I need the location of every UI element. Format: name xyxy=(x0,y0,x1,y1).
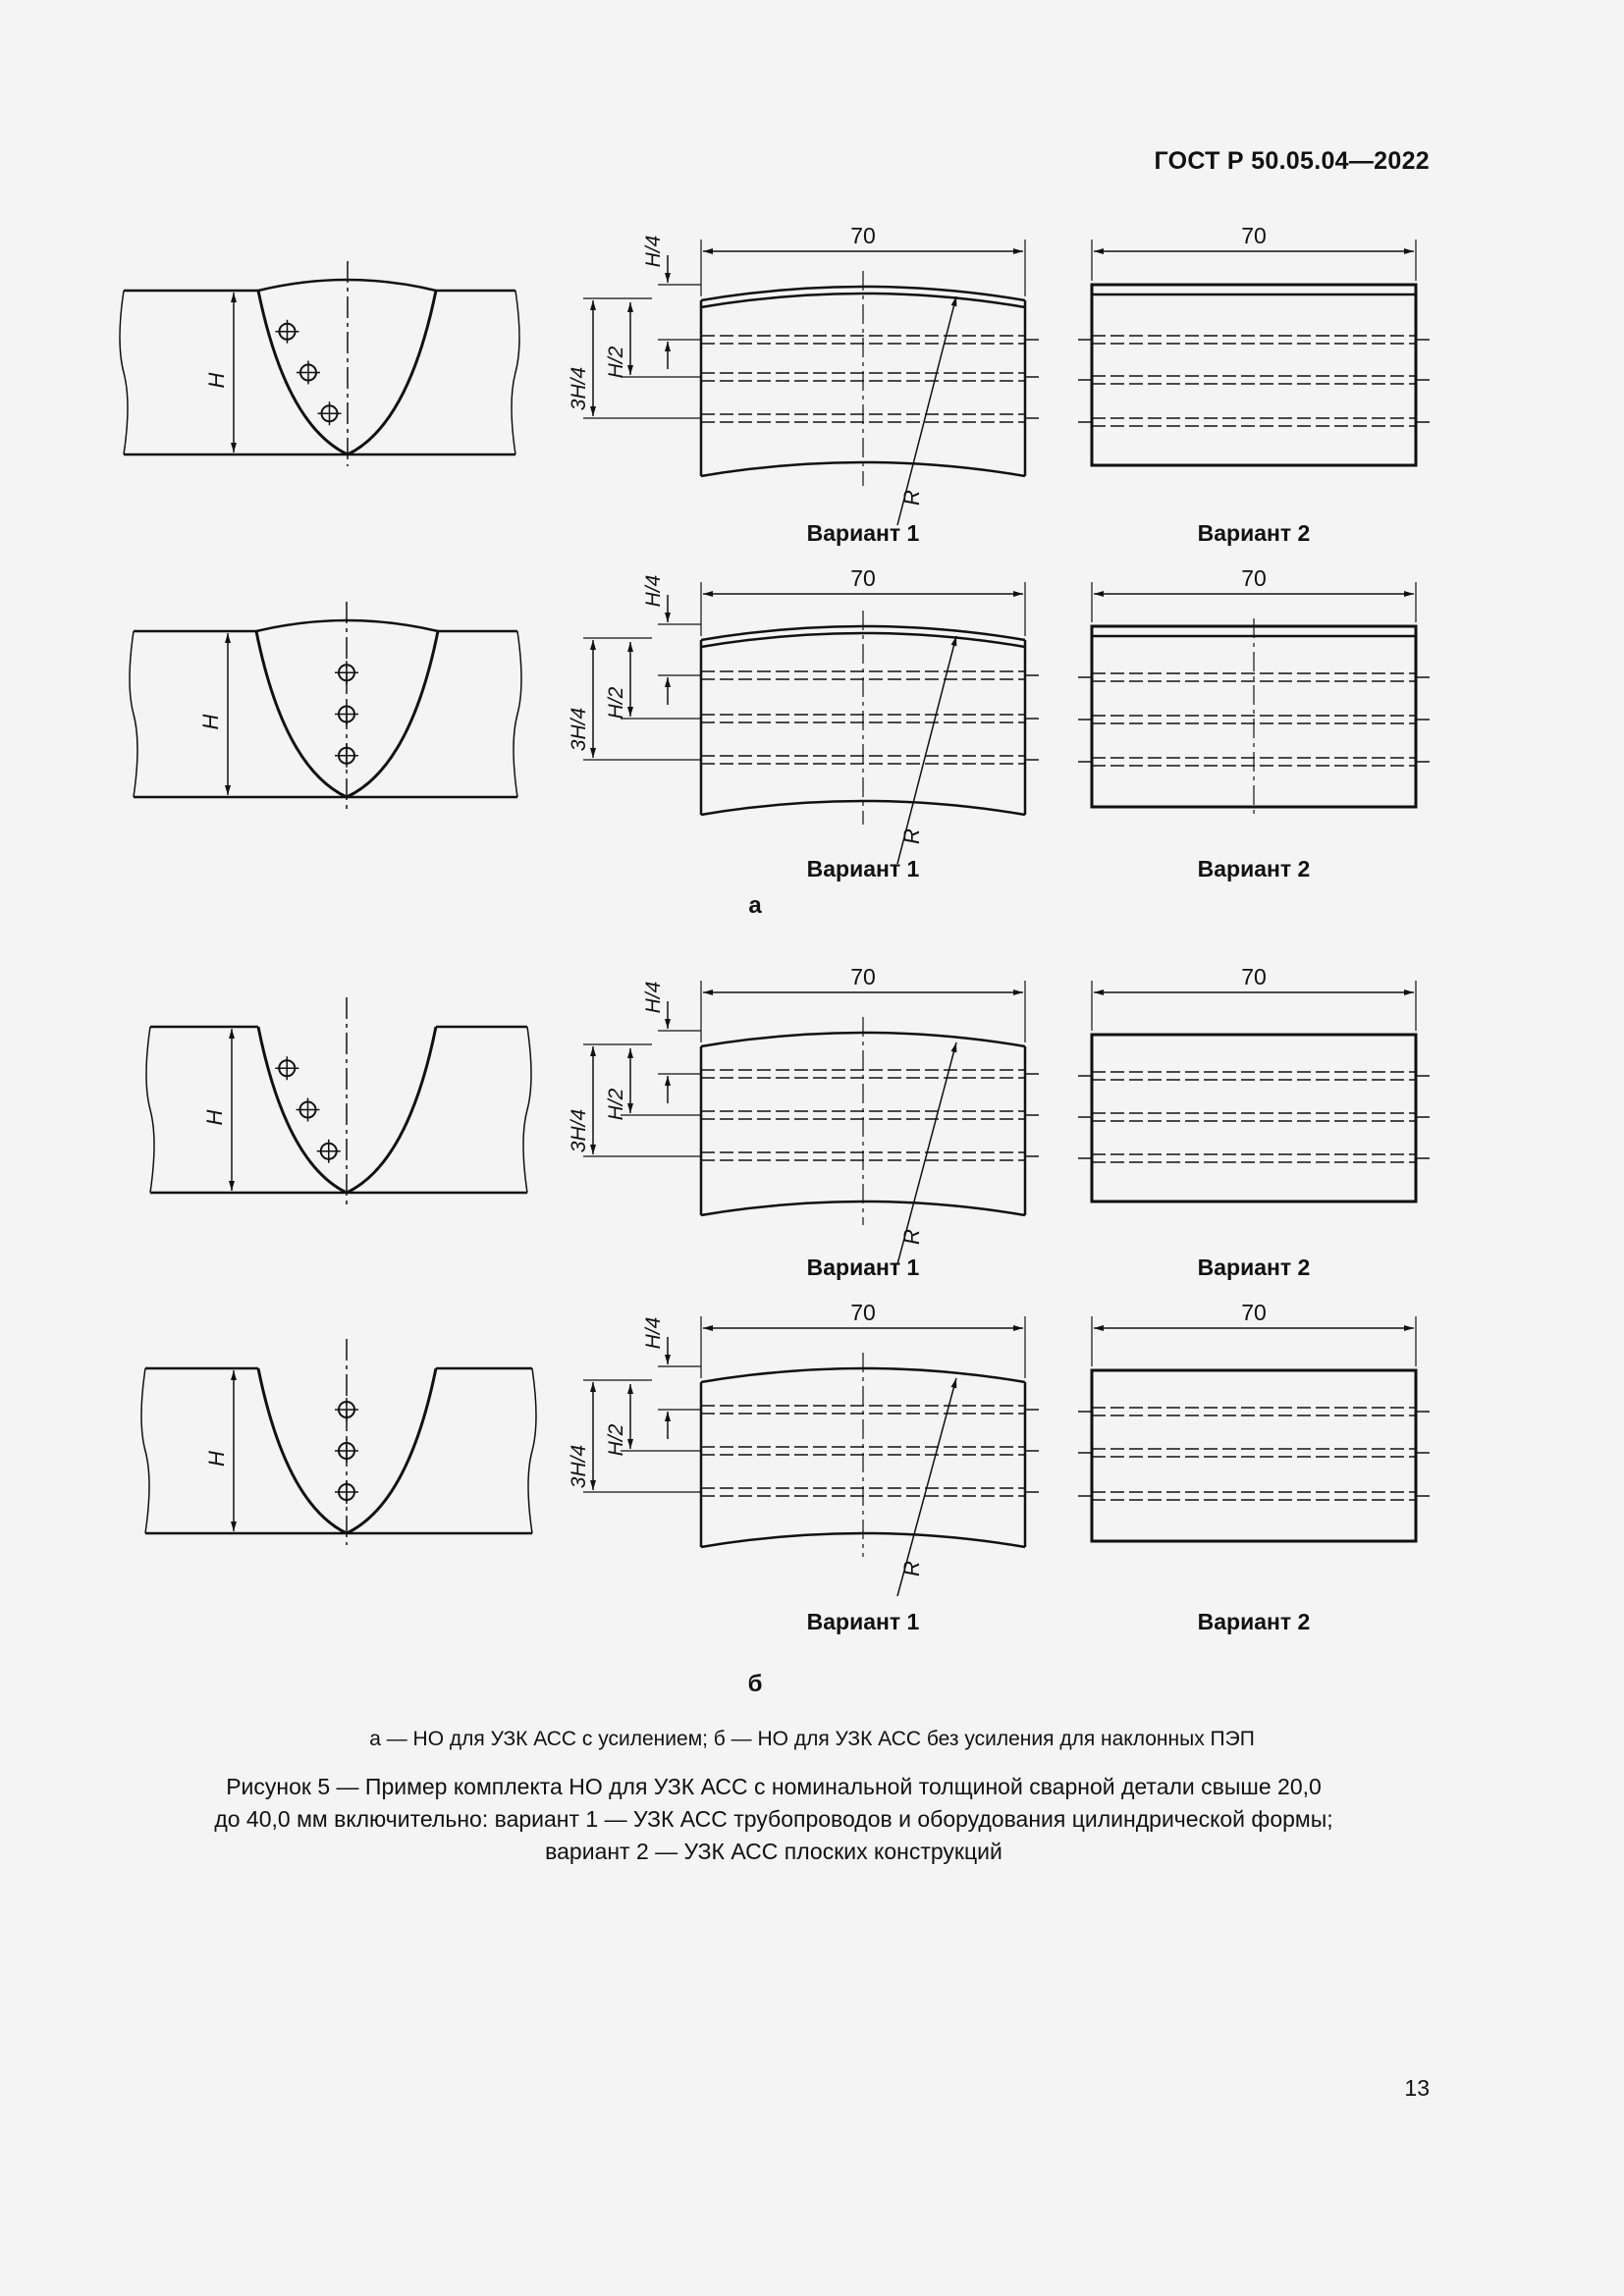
probe-position-2 xyxy=(297,1098,320,1122)
label-H4: H/4 xyxy=(642,574,665,608)
dim-width-label: 70 xyxy=(1241,223,1267,248)
document-header: ГОСТ Р 50.05.04—2022 xyxy=(1154,147,1430,175)
probe-position-2 xyxy=(297,361,320,385)
probe-position-3 xyxy=(335,744,358,768)
probe-position-3 xyxy=(318,401,342,425)
variant-1-label: Вариант 1 xyxy=(806,1255,920,1280)
block-outline xyxy=(1092,1035,1416,1201)
dim-width-label: 70 xyxy=(850,1300,876,1325)
block-variant-2 xyxy=(1078,1300,1430,1634)
break-line-left xyxy=(141,1368,149,1533)
group-label-b: б xyxy=(747,1671,763,1697)
label-3H4: 3H/4 xyxy=(568,707,590,752)
probe-position-1 xyxy=(275,1056,298,1080)
probe-position-3 xyxy=(335,1480,358,1504)
label-R: R xyxy=(899,1229,924,1245)
block-variant-2 xyxy=(1078,565,1430,881)
block-outline xyxy=(1092,1370,1416,1541)
caption-line-2: до 40,0 мм включительно: вариант 1 — УЗК АСС трубопроводов и оборудования цилиндрической формы; xyxy=(214,1806,1333,1832)
probe-position-2 xyxy=(335,703,358,726)
variant-1-label: Вариант 1 xyxy=(806,856,920,881)
label-R: R xyxy=(899,490,924,506)
block-variant-1 xyxy=(568,964,1039,1280)
group-label-a: а xyxy=(748,892,762,919)
variant-2-label: Вариант 2 xyxy=(1197,1255,1311,1280)
block-variant-1 xyxy=(568,1300,1039,1634)
variant-1-label: Вариант 1 xyxy=(806,1609,920,1634)
fusion-line-right xyxy=(348,291,436,454)
label-H2: H/2 xyxy=(605,1423,627,1457)
caption-line-1: Рисунок 5 — Пример комплекта НО для УЗК АСС с номинальной толщиной сварной детали свыше 20,0 xyxy=(226,1774,1322,1799)
label-H: H xyxy=(204,372,229,389)
fusion-line-left xyxy=(256,631,347,797)
figure-legend: а — НО для УЗК АСС с усилением; б — НО для УЗК АСС без усиления для наклонных ПЭП xyxy=(369,1728,1255,1750)
break-line-left xyxy=(120,291,128,454)
fusion-line-right xyxy=(347,631,438,797)
dim-width-label: 70 xyxy=(1241,1300,1267,1325)
label-R: R xyxy=(899,1561,924,1576)
fusion-line-right xyxy=(347,1027,436,1193)
dim-width-label: 70 xyxy=(1241,964,1267,989)
break-line-left xyxy=(146,1027,154,1193)
break-line-right xyxy=(514,631,521,797)
label-H4: H/4 xyxy=(642,235,665,268)
label-H: H xyxy=(198,714,223,730)
break-line-left xyxy=(130,631,137,797)
break-line-right xyxy=(528,1368,536,1533)
block-variant-2 xyxy=(1078,964,1430,1280)
label-H2: H/2 xyxy=(605,686,627,720)
dim-width-label: 70 xyxy=(850,565,876,591)
label-3H4: 3H/4 xyxy=(568,1444,590,1489)
page-number: 13 xyxy=(1404,2075,1430,2101)
weld-cross-section xyxy=(141,1339,536,1545)
caption-line-3: вариант 2 — УЗК АСС плоских конструкций xyxy=(545,1839,1002,1864)
variant-2-label: Вариант 2 xyxy=(1197,1609,1311,1634)
probe-position-3 xyxy=(317,1140,341,1163)
weld-cross-section xyxy=(120,261,519,466)
probe-position-2 xyxy=(335,1439,358,1463)
block-variant-2 xyxy=(1078,223,1430,546)
label-3H4: 3H/4 xyxy=(568,1108,590,1153)
probe-position-1 xyxy=(276,320,299,344)
label-H2: H/2 xyxy=(605,1088,627,1121)
break-line-right xyxy=(512,291,519,454)
figure-caption xyxy=(147,1771,1400,1868)
variant-1-label: Вариант 1 xyxy=(806,520,920,546)
dim-width-label: 70 xyxy=(1241,565,1267,591)
label-H: H xyxy=(202,1109,227,1126)
block-outline xyxy=(1092,285,1416,465)
probe-position-1 xyxy=(335,661,358,684)
label-R: R xyxy=(899,828,924,844)
fusion-line-right xyxy=(347,1368,436,1533)
probe-position-1 xyxy=(335,1398,358,1421)
label-H: H xyxy=(204,1451,229,1467)
label-3H4: 3H/4 xyxy=(568,366,590,411)
dim-width-label: 70 xyxy=(850,223,876,248)
label-H4: H/4 xyxy=(642,1316,665,1350)
label-H4: H/4 xyxy=(642,981,665,1014)
block-variant-1 xyxy=(568,223,1039,546)
weld-cross-section xyxy=(130,602,521,809)
variant-2-label: Вариант 2 xyxy=(1197,856,1311,881)
break-line-right xyxy=(523,1027,531,1193)
variant-2-label: Вариант 2 xyxy=(1197,520,1311,546)
block-variant-1 xyxy=(568,565,1039,881)
label-H2: H/2 xyxy=(605,346,627,379)
dim-width-label: 70 xyxy=(850,964,876,989)
weld-cross-section xyxy=(146,997,531,1204)
fusion-line-left xyxy=(258,1368,347,1533)
